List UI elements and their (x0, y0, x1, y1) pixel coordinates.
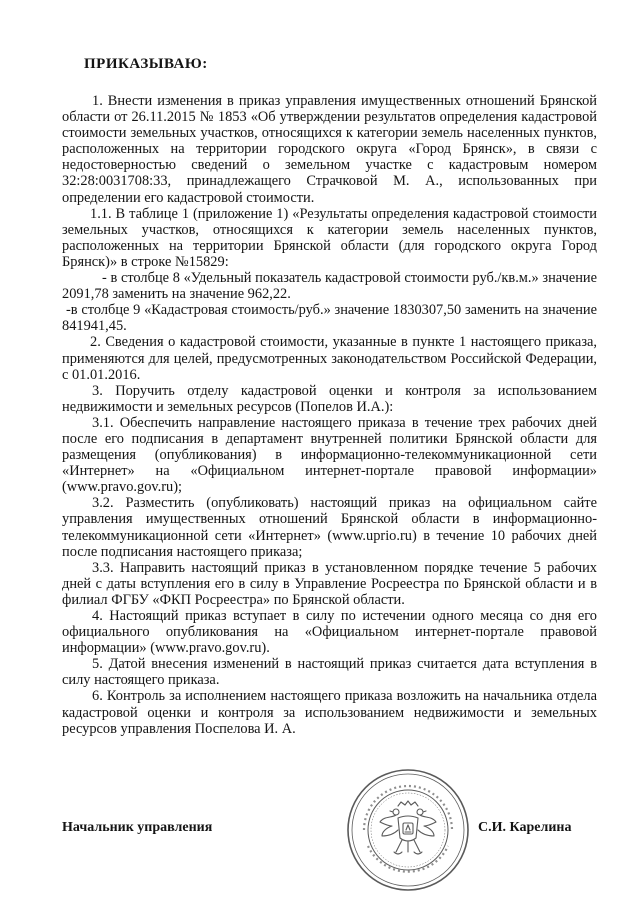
signatory-position: Начальник управления (62, 820, 213, 835)
paragraph-item-1-1-column-8: - в столбце 8 «Удельный показатель кадастровой стоимости руб./кв.м.» значение 2091,78 заменить на значение 962,22. (62, 270, 597, 303)
paragraph-item-4: 4. Настоящий приказ вступает в силу по истечении одного месяца со дня его официального опубликования на «Официальном интернет-портале правовой информации» (www.pravo.gov.ru). (62, 608, 597, 657)
paragraph-item-1-1: 1.1. В таблице 1 (приложение 1) «Результаты определения кадастровой стоимости земельных участков, относящихся к категории земель населенных пунктов, расположенных на территории Брянской области (для городского округа Город Брянск)» в строке №15829: (62, 205, 597, 270)
paragraph-item-3-2: 3.2. Разместить (опубликовать) настоящий приказ на официальном сайте управления имущественных отношений Брянской области в информационно-телекоммуникационной сети «Интернет» (www.uprio.ru) в течение 10 рабочих дней после подписания настоящего приказа; (62, 495, 597, 560)
paragraph-item-2: 2. Сведения о кадастровой стоимости, указанные в пункте 1 настоящего приказа, применяются для целей, предусмотренных законодательством Российской Федерации, с 01.01.2016. (62, 334, 597, 383)
paragraph-item-1: 1. Внести изменения в приказ управления имущественных отношений Брянской области от 26.11.2015 № 1853 «Об утверждении результатов определения кадастровой стоимости земельных участков, относящихся к категории земель населенных пунктов, расположенных на территории городского округа «Город Брянск», в связи с недостоверностью сведений о земельном участке с кадастровым номером 32:28:0031708:33, принадлежащего Страчковой М. А., использованных при определении его кадастровой стоимости. (62, 93, 597, 206)
paragraph-item-6: 6. Контроль за исполнением настоящего приказа возложить на начальника отдела кадастровой оценки и контроля за использованием недвижимости и земельных ресурсов управления Поспелова И. А. (62, 688, 597, 737)
paragraph-item-3-3: 3.3. Направить настоящий приказ в установленном порядке течение 5 рабочих дней с даты вступления его в силу в Управление Росреестра по Брянской области и в филиал ФГБУ «ФКП Росреестра» по Брянской области. (62, 559, 597, 608)
paragraph-item-3-1: 3.1. Обеспечить направление настоящего приказа в течение трех рабочих дней после его подписания в департамент внутренней политики Брянской области для размещения (опубликования) в информационно-телекоммуникационной сети «Интернет» на «Официальном интернет-портале правовой информации» (www.pravo.gov.ru); (62, 414, 597, 496)
paragraph-item-1-1-column-9: -в столбце 9 «Кадастровая стоимость/руб.» значение 1830307,50 заменить на значение 841941,45. (62, 302, 597, 335)
official-seal-icon (344, 766, 472, 894)
order-heading: ПРИКАЗЫВАЮ: (84, 56, 208, 72)
document-body (62, 93, 597, 737)
signatory-name: С.И. Карелина (478, 820, 572, 835)
paragraph-item-5: 5. Датой внесения изменений в настоящий приказ считается дата вступления в силу настоящего приказа. (62, 656, 597, 689)
paragraph-item-3: 3. Поручить отделу кадастровой оценки и контроля за использованием недвижимости и земельных ресурсов (Попелов И.А.): (62, 382, 597, 415)
